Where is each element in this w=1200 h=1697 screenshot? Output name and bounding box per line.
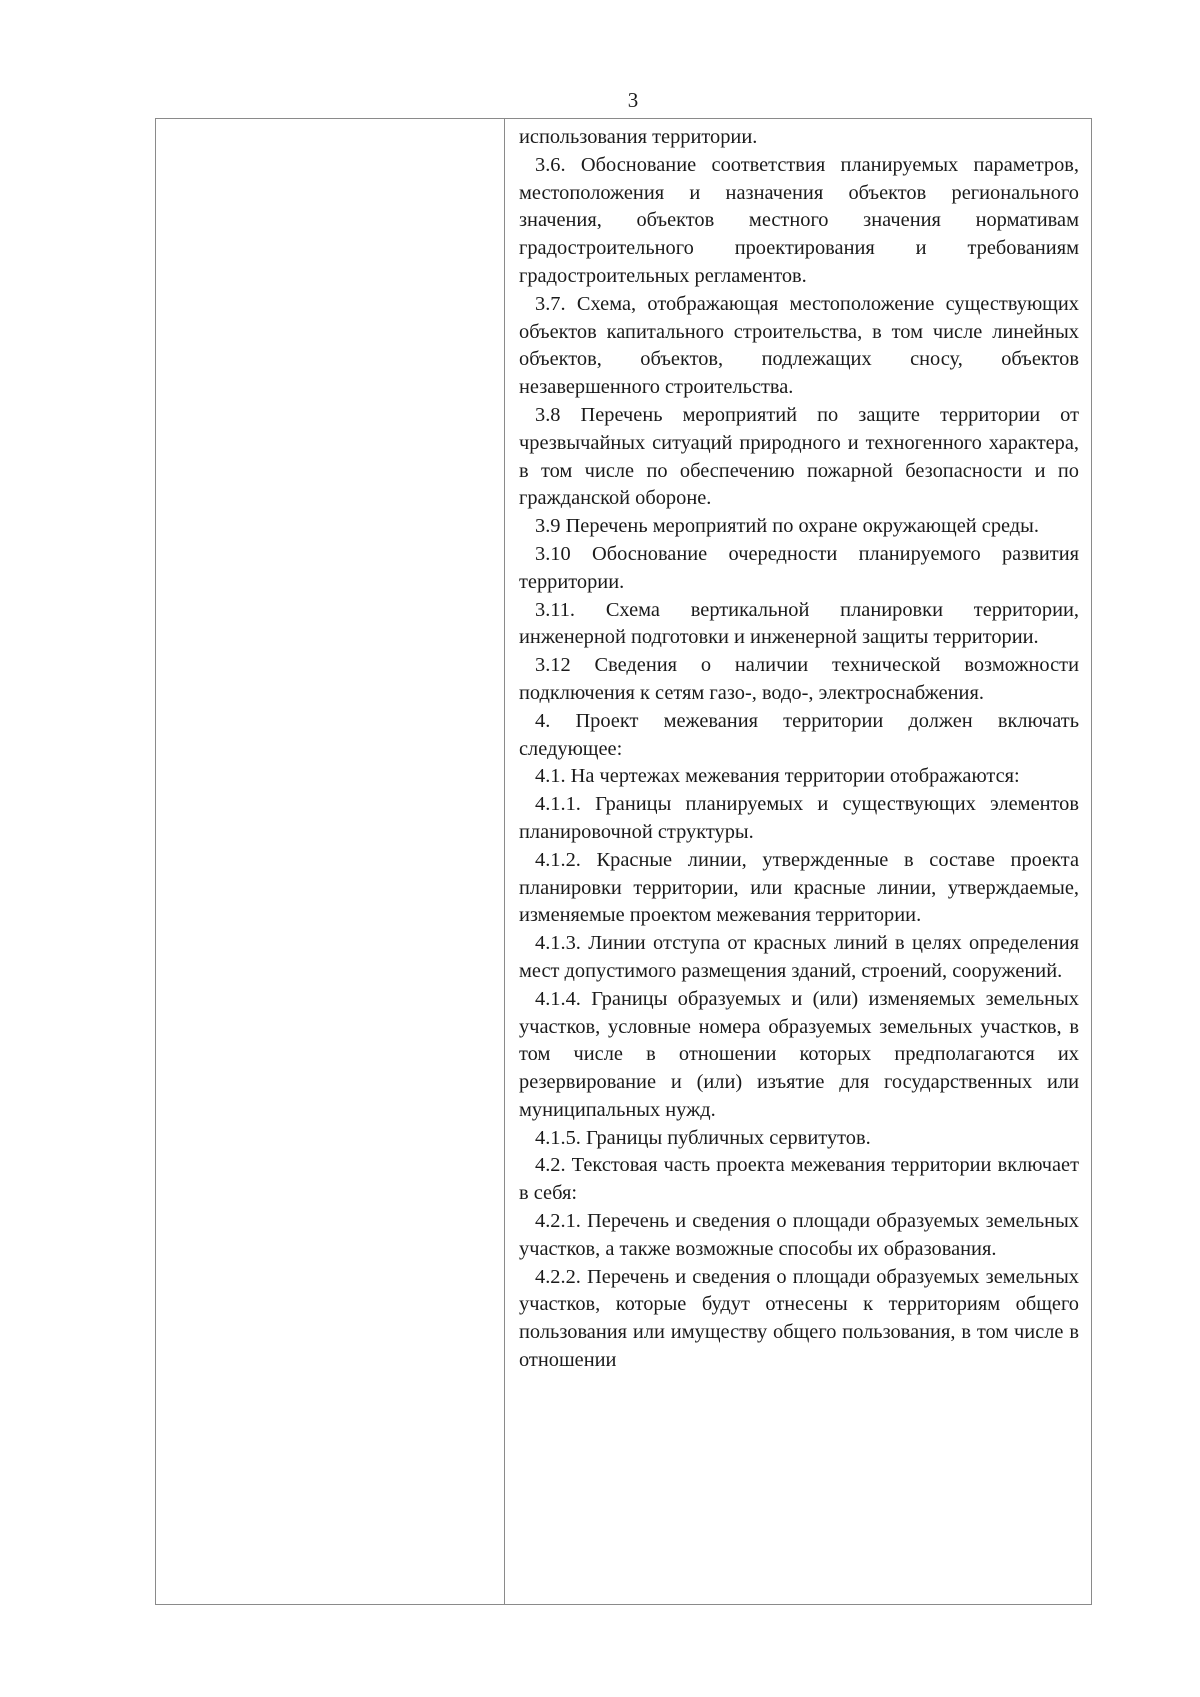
paragraph-4: 4. Проект межевания территории должен включать следующее: bbox=[519, 709, 1079, 760]
paragraph-4-1: 4.1. На чертежах межевания территории отображаются: bbox=[535, 765, 1020, 788]
paragraph-4-1-2: 4.1.2. Красные линии, утвержденные в составе проекта планировки территории, или красные линии, утверждаемые, изменяемые проектом межевания территории. bbox=[519, 848, 1079, 927]
column-divider bbox=[504, 119, 505, 1604]
page-number: 3 bbox=[627, 88, 639, 112]
paragraph-4-2-1: 4.2.1. Перечень и сведения о площади образуемых земельных участков, а также возможные способы их образования. bbox=[519, 1210, 1079, 1260]
paragraph-continuation: использования территории. bbox=[519, 126, 758, 148]
paragraph-3-6: 3.6. Обоснование соответствия планируемых параметров, местоположения и назначения объектов регионального значения, объектов местного значения нормативам градостроительного проектирования и требованиям градостроительных регламентов. bbox=[519, 153, 1079, 287]
paragraph-3-10: 3.10 Обоснование очередности планируемого развития территории. bbox=[519, 542, 1079, 593]
paragraph-3-8: 3.8 Перечень мероприятий по защите территории от чрезвычайных ситуаций природного и техногенного характера, в том числе по обеспечению пожарной безопасности и по гражданской обороне. bbox=[519, 403, 1079, 510]
paragraph-3-11: 3.11. Схема вертикальной планировки территории, инженерной подготовки и инженерной защиты территории. bbox=[519, 598, 1079, 649]
paragraph-3-7: 3.7. Схема, отображающая местоположение существующих объектов капитального строительства, в том числе линейных объектов, объектов, подлежащих сносу, объектов незавершенного строительства. bbox=[519, 292, 1079, 399]
paragraph-3-9: 3.9 Перечень мероприятий по охране окружающей среды. bbox=[535, 515, 1039, 538]
paragraph-4-2: 4.2. Текстовая часть проекта межевания территории включает в себя: bbox=[519, 1154, 1079, 1205]
paragraph-4-1-3: 4.1.3. Линии отступа от красных линий в целях определения мест допустимого размещения зданий, строений, сооружений. bbox=[519, 932, 1079, 982]
paragraph-4-2-2: 4.2.2. Перечень и сведения о площади образуемых земельных участков, которые будут отнесены к территориям общего пользования или имуществу общего пользования, в том числе в отношении bbox=[519, 1265, 1079, 1372]
paragraph-3-12: 3.12 Сведения о наличии технической возможности подключения к сетям газо-, водо-, электроснабжения. bbox=[519, 654, 1079, 704]
right-column-text bbox=[519, 124, 1079, 1375]
paragraph-4-1-4: 4.1.4. Границы образуемых и (или) изменяемых земельных участков, условные номера образуемых земельных участков, в том числе в отношении которых предполагаются их резервирование и (или) изъятие для государственных или муниципальных нужд. bbox=[519, 987, 1079, 1121]
paragraph-4-1-1: 4.1.1. Границы планируемых и существующих элементов планировочной структуры. bbox=[519, 793, 1079, 843]
document-table bbox=[155, 118, 1092, 1605]
left-column-cell bbox=[156, 119, 504, 1604]
paragraph-4-1-5: 4.1.5. Границы публичных сервитутов. bbox=[535, 1126, 871, 1149]
